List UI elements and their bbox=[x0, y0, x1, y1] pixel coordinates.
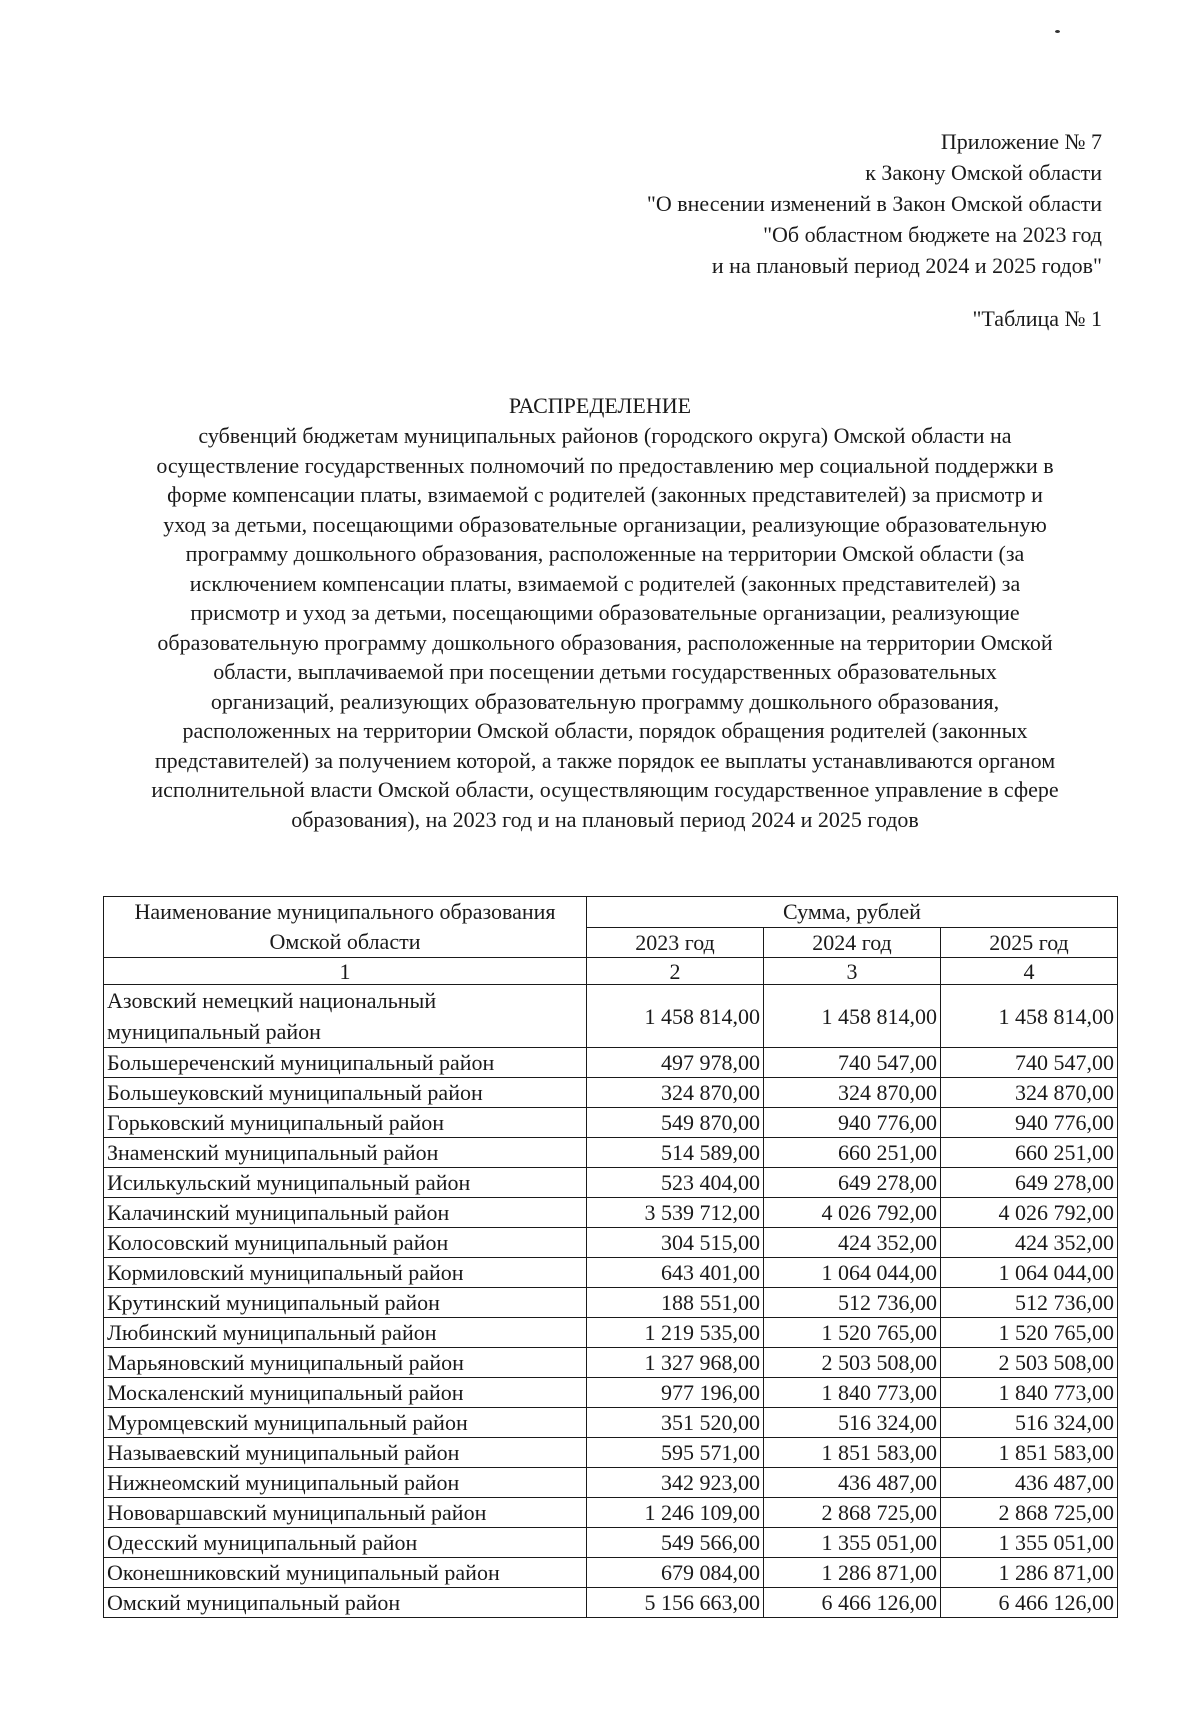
distribution-table bbox=[103, 896, 1118, 1618]
amount-2025: 649 278,00 bbox=[941, 1168, 1118, 1198]
description-line: области, выплачиваемой при посещении детьми государственных образовательных bbox=[213, 659, 997, 684]
column-number: 4 bbox=[941, 958, 1118, 985]
amount-2024: 516 324,00 bbox=[764, 1408, 941, 1438]
amount-2024: 660 251,00 bbox=[764, 1138, 941, 1168]
amount-2023: 523 404,00 bbox=[587, 1168, 764, 1198]
municipality-name: Знаменский муниципальный район bbox=[104, 1138, 587, 1168]
document-description bbox=[105, 421, 1105, 834]
amount-2024: 436 487,00 bbox=[764, 1468, 941, 1498]
amount-2024: 1 520 765,00 bbox=[764, 1318, 941, 1348]
municipality-name: Большеуковский муниципальный район bbox=[104, 1078, 587, 1108]
amount-2024: 940 776,00 bbox=[764, 1108, 941, 1138]
table-row bbox=[104, 1588, 1118, 1618]
amount-2024: 649 278,00 bbox=[764, 1168, 941, 1198]
amount-2024: 1 840 773,00 bbox=[764, 1378, 941, 1408]
municipality-name: Азовский немецкий национальный муниципальный район bbox=[104, 985, 587, 1048]
table-row bbox=[104, 1198, 1118, 1228]
municipality-name: Муромцевский муниципальный район bbox=[104, 1408, 587, 1438]
table-row bbox=[104, 1528, 1118, 1558]
amount-2024: 324 870,00 bbox=[764, 1078, 941, 1108]
amount-2025: 1 064 044,00 bbox=[941, 1258, 1118, 1288]
table-row bbox=[104, 1168, 1118, 1198]
amount-2024: 1 286 871,00 bbox=[764, 1558, 941, 1588]
header-year-2023: 2023 год bbox=[587, 927, 764, 958]
amount-2024: 2 868 725,00 bbox=[764, 1498, 941, 1528]
table-row bbox=[104, 1048, 1118, 1078]
description-line: представителей) за получением которой, а также порядок ее выплаты устанавливаются органом bbox=[154, 747, 1056, 773]
table-row bbox=[104, 1438, 1118, 1468]
municipality-name: Горьковский муниципальный район bbox=[104, 1108, 587, 1138]
amount-2023: 549 566,00 bbox=[587, 1528, 764, 1558]
amount-2025: 1 840 773,00 bbox=[941, 1378, 1118, 1408]
table-row bbox=[104, 1138, 1118, 1168]
amount-2025: 6 466 126,00 bbox=[941, 1588, 1118, 1618]
appendix-line: Приложение № 7 bbox=[940, 129, 1102, 154]
amount-2025: 4 026 792,00 bbox=[941, 1198, 1118, 1228]
amount-2025: 1 286 871,00 bbox=[941, 1558, 1118, 1588]
appendix-line: "Об областном бюджете на 2023 год bbox=[763, 222, 1102, 247]
amount-2023: 1 246 109,00 bbox=[587, 1498, 764, 1528]
amount-2023: 643 401,00 bbox=[587, 1258, 764, 1288]
amount-2023: 977 196,00 bbox=[587, 1378, 764, 1408]
amount-2024: 2 503 508,00 bbox=[764, 1348, 941, 1378]
municipality-name: Калачинский муниципальный район bbox=[104, 1198, 587, 1228]
municipality-name: Марьяновский муниципальный район bbox=[104, 1348, 587, 1378]
table-row bbox=[104, 1258, 1118, 1288]
document-title: РАСПРЕДЕЛЕНИЕ bbox=[508, 393, 692, 418]
amount-2023: 497 978,00 bbox=[587, 1048, 764, 1078]
description-line: уход за детьми, посещающими образовательные организации, реализующие образовательную bbox=[163, 511, 1047, 537]
description-line: исключением компенсации платы, взимаемой с родителей (законных представителей) за bbox=[189, 570, 1021, 596]
description-line: присмотр и уход за детьми, посещающими образовательные организации, реализующие bbox=[190, 600, 1020, 625]
table-row bbox=[104, 1228, 1118, 1258]
amount-2024: 424 352,00 bbox=[764, 1228, 941, 1258]
municipality-name: Любинский муниципальный район bbox=[104, 1318, 587, 1348]
table-row bbox=[104, 1468, 1118, 1498]
header-municipality: Наименование муниципального образования Омской области bbox=[104, 897, 587, 958]
municipality-name: Нижнеомский муниципальный район bbox=[104, 1468, 587, 1498]
table-row bbox=[104, 1318, 1118, 1348]
amount-2023: 1 219 535,00 bbox=[587, 1318, 764, 1348]
appendix-line: и на плановый период 2024 и 2025 годов" bbox=[711, 253, 1102, 278]
amount-2024: 4 026 792,00 bbox=[764, 1198, 941, 1228]
description-line: образовательную программу дошкольного образования, расположенные на территории Омской bbox=[157, 629, 1053, 655]
municipality-name: Называевский муниципальный район bbox=[104, 1438, 587, 1468]
amount-2023: 679 084,00 bbox=[587, 1558, 764, 1588]
description-line: программу дошкольного образования, расположенные на территории Омской области (за bbox=[185, 541, 1025, 566]
municipality-name: Исилькульский муниципальный район bbox=[104, 1168, 587, 1198]
table-reference: "Таблица № 1 bbox=[972, 306, 1102, 331]
table-row bbox=[104, 1348, 1118, 1378]
amount-2023: 324 870,00 bbox=[587, 1078, 764, 1108]
amount-2023: 595 571,00 bbox=[587, 1438, 764, 1468]
amount-2024: 740 547,00 bbox=[764, 1048, 941, 1078]
amount-2025: 1 355 051,00 bbox=[941, 1528, 1118, 1558]
description-line: образования), на 2023 год и на плановый период 2024 и 2025 годов bbox=[291, 806, 919, 832]
amount-2023: 1 458 814,00 bbox=[587, 985, 764, 1048]
table-row bbox=[104, 1408, 1118, 1438]
amount-2024: 1 458 814,00 bbox=[764, 985, 941, 1048]
amount-2025: 324 870,00 bbox=[941, 1078, 1118, 1108]
amount-2025: 1 851 583,00 bbox=[941, 1438, 1118, 1468]
column-number: 1 bbox=[104, 958, 587, 985]
municipality-name: Колосовский муниципальный район bbox=[104, 1228, 587, 1258]
amount-2023: 1 327 968,00 bbox=[587, 1348, 764, 1378]
amount-2025: 1 458 814,00 bbox=[941, 985, 1118, 1048]
amount-2023: 188 551,00 bbox=[587, 1288, 764, 1318]
amount-2023: 5 156 663,00 bbox=[587, 1588, 764, 1618]
scan-mark bbox=[1055, 30, 1060, 33]
municipality-name: Оконешниковский муниципальный район bbox=[104, 1558, 587, 1588]
municipality-name: Крутинский муниципальный район bbox=[104, 1288, 587, 1318]
amount-2023: 3 539 712,00 bbox=[587, 1198, 764, 1228]
table-row bbox=[104, 1378, 1118, 1408]
appendix-line: к Закону Омской области bbox=[865, 160, 1102, 185]
table-row bbox=[104, 985, 1118, 1048]
amount-2023: 514 589,00 bbox=[587, 1138, 764, 1168]
table-row bbox=[104, 1558, 1118, 1588]
amount-2024: 1 064 044,00 bbox=[764, 1258, 941, 1288]
description-line: расположенных на территории Омской области, порядок обращения родителей (законных bbox=[182, 718, 1028, 743]
description-line: осуществление государственных полномочий по предоставлению мер социальной поддержки в bbox=[156, 452, 1054, 478]
amount-2024: 512 736,00 bbox=[764, 1288, 941, 1318]
amount-2024: 6 466 126,00 bbox=[764, 1588, 941, 1618]
amount-2025: 2 868 725,00 bbox=[941, 1498, 1118, 1528]
municipality-name: Большереченский муниципальный район bbox=[104, 1048, 587, 1078]
amount-2025: 660 251,00 bbox=[941, 1138, 1118, 1168]
amount-2023: 549 870,00 bbox=[587, 1108, 764, 1138]
amount-2025: 740 547,00 bbox=[941, 1048, 1118, 1078]
municipality-name: Омский муниципальный район bbox=[104, 1588, 587, 1618]
amount-2025: 424 352,00 bbox=[941, 1228, 1118, 1258]
amount-2025: 512 736,00 bbox=[941, 1288, 1118, 1318]
table-row bbox=[104, 1498, 1118, 1528]
table-row bbox=[104, 1108, 1118, 1138]
amount-2023: 304 515,00 bbox=[587, 1228, 764, 1258]
table-row bbox=[104, 1288, 1118, 1318]
amount-2025: 516 324,00 bbox=[941, 1408, 1118, 1438]
appendix-line: "О внесении изменений в Закон Омской области bbox=[646, 191, 1102, 216]
column-number: 2 bbox=[587, 958, 764, 985]
header-sum: Сумма, рублей bbox=[587, 897, 1118, 928]
header-year-2024: 2024 год bbox=[764, 927, 941, 958]
amount-2023: 351 520,00 bbox=[587, 1408, 764, 1438]
amount-2024: 1 355 051,00 bbox=[764, 1528, 941, 1558]
header-year-2025: 2025 год bbox=[941, 927, 1118, 958]
column-number: 3 bbox=[764, 958, 941, 985]
municipality-name: Нововаршавский муниципальный район bbox=[104, 1498, 587, 1528]
amount-2025: 2 503 508,00 bbox=[941, 1348, 1118, 1378]
appendix-header bbox=[647, 126, 1102, 281]
table-row bbox=[104, 1078, 1118, 1108]
description-line: форме компенсации платы, взимаемой с родителей (законных представителей) за присмотр и bbox=[167, 482, 1043, 507]
amount-2023: 342 923,00 bbox=[587, 1468, 764, 1498]
municipality-name: Одесский муниципальный район bbox=[104, 1528, 587, 1558]
amount-2025: 436 487,00 bbox=[941, 1468, 1118, 1498]
amount-2024: 1 851 583,00 bbox=[764, 1438, 941, 1468]
amount-2025: 1 520 765,00 bbox=[941, 1318, 1118, 1348]
description-line: исполнительной власти Омской области, осуществляющим государственное управление в сфере bbox=[151, 777, 1059, 802]
description-line: субвенций бюджетам муниципальных районов (городского округа) Омской области на bbox=[198, 423, 1012, 448]
municipality-name: Москаленский муниципальный район bbox=[104, 1378, 587, 1408]
municipality-name: Кормиловский муниципальный район bbox=[104, 1258, 587, 1288]
amount-2025: 940 776,00 bbox=[941, 1108, 1118, 1138]
description-line: организаций, реализующих образовательную программу дошкольного образования, bbox=[210, 688, 1000, 714]
